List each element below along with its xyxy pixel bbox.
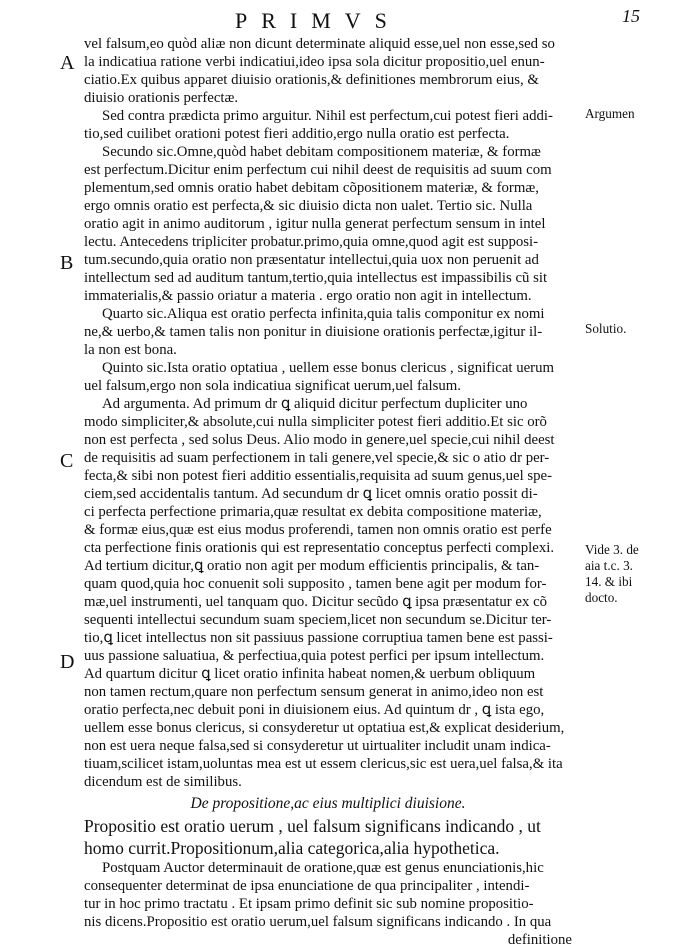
text-line: non est uera neque falsa,sed si consyderetur ut uirtualiter includit unam indica- [84, 738, 551, 754]
text-line: de requisitis ad suam perfectionem in tali genere,vel specie,& sic o atio dr per- [84, 450, 550, 466]
main-text-block [84, 35, 572, 949]
margin-letter-c: C [60, 450, 74, 472]
text-line: Secundo sic.Omne,quòd habet debitam compositionem materiæ, & formæ [102, 144, 541, 160]
text-line: ciatio.Ex quibus apparet diuisio orationis,& definitiones membrorum eius, & [84, 72, 539, 88]
running-head: PRIMVS [235, 8, 401, 33]
text-line: quam quod,quia hoc conuenit soli supposito , tamen bene agit per modum for- [84, 576, 547, 592]
text-line: la indicatiua ratione verbi indicatiui,ideo ipsa sola dicitur propositio,uel enun- [84, 54, 545, 70]
text-line: immaterialis,& passio oriatur a materia . ergo oratio non agit in intellectum. [84, 288, 532, 304]
text-line: & formæ eius,quæ est eius modus proferendi, tamen non omnis oratio est perfe [84, 522, 552, 538]
margin-letter-d: D [60, 651, 75, 673]
text-line: tum.secundo,quia oratio non præsentatur intellectui,quia uox non peruenit ad [84, 252, 539, 268]
text-line: Postquam Auctor determinauit de oratione,quæ est genus enunciationis,hic [102, 860, 544, 876]
text-line: definitione [507, 932, 572, 948]
text-line: Ad argumenta. Ad primum dr ꝗ aliquid dicitur perfectum dupliciter uno [102, 396, 528, 412]
margin-note-vide-line: docto. [585, 590, 618, 605]
text-line: est perfectum.Dicitur enim perfectum cui nihil deest de requisitis ad suum com [84, 162, 552, 178]
text-line: non est perfecta , sed solus Deus. Alio modo in genere,uel specie,cui nihil deest [84, 432, 555, 448]
text-line: plementum,sed omnis oratio habet debitam cõpositionem materiæ, & formæ, [84, 180, 539, 196]
text-line: ciem,sed accidentalis tantum. Ad secundum dr ꝗ licet omnis oratio possit di- [84, 486, 538, 502]
margin-note-argumenta: Argumen [585, 106, 635, 121]
text-line: tio,ꝗ licet intellectus non sit passiuus passione corruptiua tamen bene est passi- [84, 630, 553, 646]
text-line: nis dicens.Propositio est oratio uerum,uel falsum significans indicando . In qua [84, 914, 552, 930]
proposition-block [84, 815, 572, 859]
margin-note-vide-line: 14. & ibi [585, 574, 633, 589]
margin-note-vide [585, 542, 639, 606]
text-line: tio,sed cuilibet orationi potest fieri additio,ergo nulla oratio est perfecta. [84, 126, 510, 142]
text-line: oratio perfecta,nec debuit poni in diuisionem eius. Ad quintum dr , ꝗ ista ego, [84, 702, 545, 718]
text-line: tur in hoc primo tractatu . Et ipsam primo definit sic sub nomine propositio- [84, 896, 534, 912]
text-line: diuisio orationis perfectæ. [84, 90, 239, 106]
text-line: Quinto sic.Ista oratio optatiua , uellem esse bonus clericus , significat uerum [102, 360, 555, 376]
text-line: mæ,uel instrumenti, uel tanquam quo. Dicitur secũdo ꝗ ipsa præsentatur ex cõ [84, 594, 548, 610]
margin-letter-a: A [60, 52, 75, 74]
text-line: uus passione saluatiua, & perfectiua,quia potest perfici per ipsum intellectum. [84, 648, 545, 664]
text-line: ergo omnis oratio est perfecta,& sic diuisio dicta non ualet. Tertio sic. Nulla [84, 198, 533, 214]
proposition-line: homo currit.Propositionum,alia categorica,alia hypothetica. [84, 838, 500, 858]
text-line: ci perfecta perfectione primaria,quæ resultat ex debita compositione materiæ, [84, 504, 542, 520]
text-line: Ad tertium dicitur,ꝗ oratio non agit per modum efficientis principalis, & tan- [84, 558, 540, 574]
page-number: 15 [622, 6, 640, 26]
text-line: consequenter determinat de ipsa enunciatione de qua principaliter , intendi- [84, 878, 530, 894]
section-title: De propositione,ac eius multiplici diuisione. [190, 795, 466, 812]
text-line: ne,& uerbo,& tamen talis non ponitur in diuisione orationis perfectæ,igitur il- [84, 324, 543, 340]
text-line: non tamen rectum,quare non perfectum sensum generat in animo,ideo non est [84, 684, 544, 700]
proposition-line: Propositio est oratio uerum , uel falsum significans indicando , ut [84, 816, 541, 836]
text-line: Sed contra prædicta primo arguitur. Nihil est perfectum,cui potest fieri addi- [102, 108, 553, 124]
text-line: tiuam,scilicet istam,uoluntas mea est ut essem clericus,sic est uera,uel falsa,& ita [84, 756, 563, 772]
text-line: Quarto sic.Aliqua est oratio perfecta infinita,quia talis componitur ex nomi [102, 306, 545, 322]
margin-letter-b: B [60, 252, 74, 274]
text-line: intellectum sed ad auditum tantum,tertio,quia intellectus est impassibilis cũ sit [84, 270, 548, 286]
margin-note-solutio: Solutio. [585, 321, 627, 336]
text-line: uel falsum,ergo non sola indicatiua significat uerum,uel falsum. [84, 378, 461, 394]
text-line: modo simpliciter,& absolute,cui nulla simpliciter potest fieri additio.Et sic orõ [84, 414, 547, 430]
text-line: lectu. Antecedens tripliciter probatur.primo,quia omne,quod agit est supposi- [84, 234, 539, 250]
text-line: oratio agit in animo auditorum , igitur nulla generat perfectum sensum in intel [84, 216, 546, 232]
margin-note-vide-line: Vide 3. de [585, 542, 639, 557]
text-line: la non est bona. [84, 342, 177, 358]
text-line: vel falsum,eo quòd aliæ non dicunt determinate aliquid esse,uel non esse,sed so [84, 36, 555, 52]
text-line: Ad quartum dicitur ꝗ licet oratio infinita habeat nomen,& uerbum obliquum [84, 666, 536, 682]
text-line: fecta,& sibi non potest fieri additio essentialis,requisita ad suum genus,uel spe- [84, 468, 553, 484]
text-line: cta perfectione finis orationis qui est representatio conceptus perfecti complexi. [84, 540, 555, 556]
margin-note-vide-line: aia t.c. 3. [585, 558, 633, 573]
text-line: dicendum est de similibus. [84, 774, 242, 790]
text-line: uellem esse bonus clericus, si consyderetur ut optatiua est,& explicat desiderium, [84, 720, 565, 736]
closing-paragraph [84, 859, 572, 949]
text-line: sequenti intellectui secundum suam speciem,licet non secundum se.Dicitur ter- [84, 612, 552, 628]
